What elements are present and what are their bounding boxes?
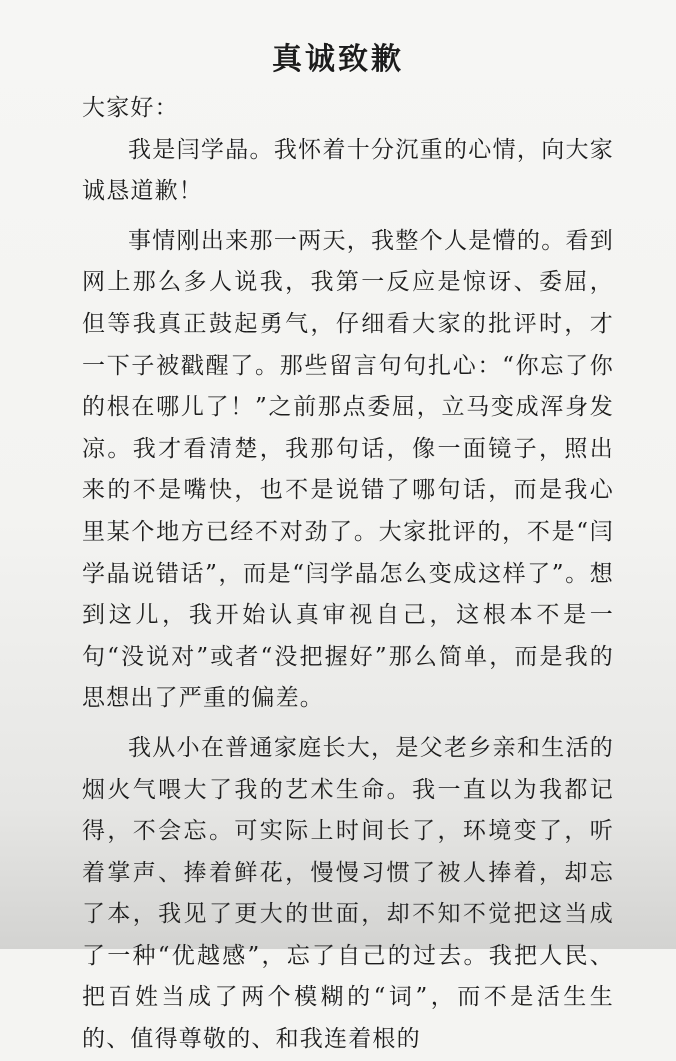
document-title: 真诚致歉 (272, 42, 404, 77)
paragraph-background: 我从小在普通家庭长大，是父老乡亲和生活的烟火气喂大了我的艺术生命。我一直以为我都记得，不会忘。可实际上时间长了，环境变了，听着掌声、捧着鲜花，慢慢习惯了被人捧着，却忘了本，我见了更大的世面，却不知不觉把这当成了一种“优越感”，忘了自己的过去。我把人民、把百姓当成了两个模糊的“词”，而不是活生生的、值得尊敬的、和我连着根的 (82, 734, 614, 1053)
greeting: 大家好： (82, 95, 179, 121)
paragraph-apology: 我是闫学晶。我怀着十分沉重的心情，向大家诚恳道歉！ (82, 136, 614, 205)
paragraph-reflection: 事情刚出来那一两天，我整个人是懵的。看到网上那么多人说我，我第一反应是惊讶、委屈，但等我真正鼓起勇气，仔细看大家的批评时，才一下子被戳醒了。那些留言句句扎心：“你忘了你的根在哪儿了！”之前那点委屈，立马变成浑身发凉。我才看清楚，我那句话，像一面镜子，照出来的不是嘴快，也不是说错了哪句话，而是我心里某个地方已经不对劲了。大家批评的，不是“闫学晶说错话”，而是“闫学晶怎么变成这样了”。想到这儿，我开始认真审视自己，这根本不是一句“没说对”或者“没把握好”那么简单，而是我的思想出了严重的偏差。 (82, 227, 614, 712)
document-body (82, 88, 614, 1061)
